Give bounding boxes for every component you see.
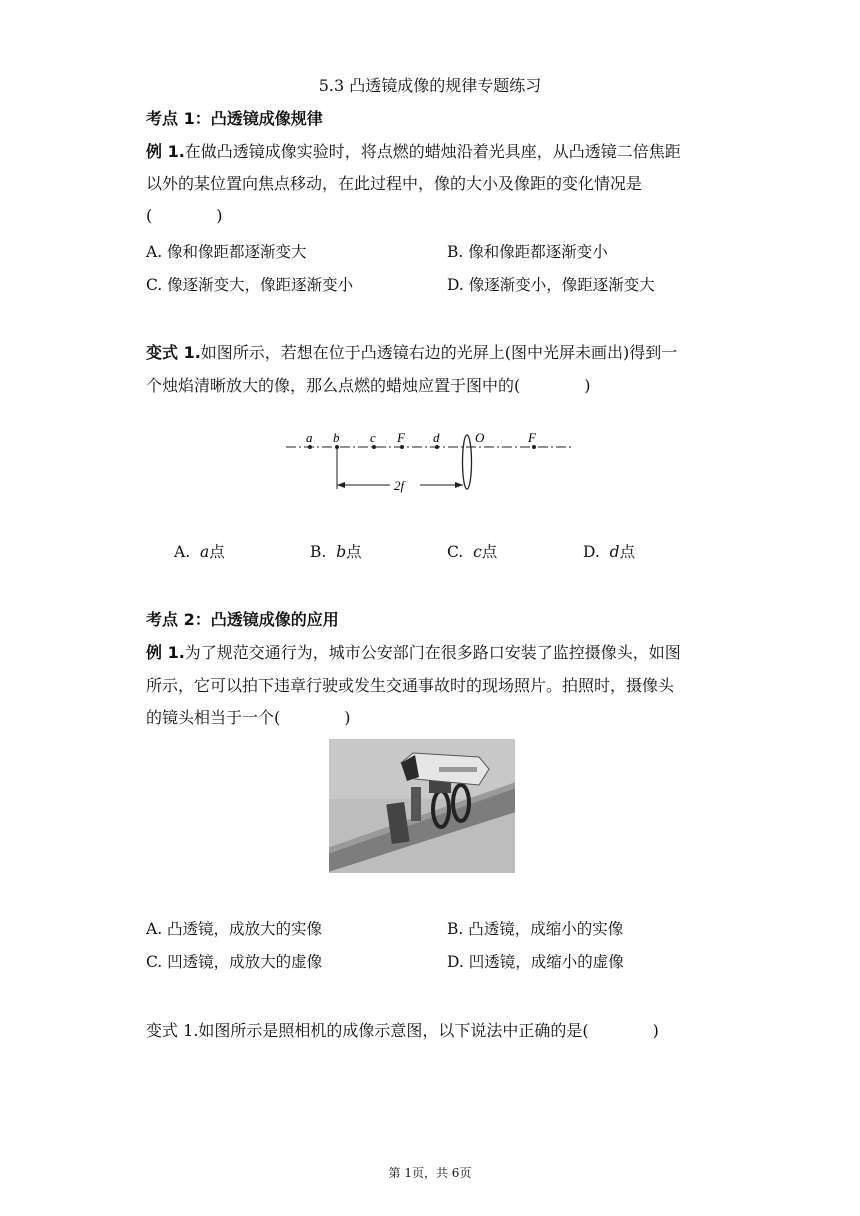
point-c — [372, 445, 376, 449]
example-2-line-2: 所示，它可以拍下违章行驶或发生交通事故时的现场照片。拍照时，摄像头 — [146, 676, 675, 695]
variant-1-line-1 — [146, 338, 677, 368]
label-a: a — [306, 430, 313, 445]
example-2-option-a: A. 凸透镜，成放大的实像 — [146, 920, 323, 938]
variant-2-line: 变式 1.如图所示是照相机的成像示意图，以下说法中正确的是( ) — [146, 1021, 659, 1040]
point-a — [308, 445, 312, 449]
variant-1-option-a: A. a点 — [174, 543, 225, 561]
convex-lens — [463, 435, 472, 489]
example-2-option-d: D. 凹透镜，成缩小的虚像 — [447, 953, 624, 971]
example-2-line-3: 的镜头相当于一个( ) — [146, 708, 351, 727]
page-title: 5.3 凸透镜成像的规律专题练习 — [318, 76, 542, 95]
label-d: d — [433, 430, 440, 445]
variant-1-label: 变式 1. — [146, 343, 201, 362]
example-1-option-b: B. 像和像距都逐渐变小 — [447, 243, 608, 261]
page-footer: 第 1页，共 6页 — [388, 1166, 472, 1180]
label-o: O — [475, 430, 485, 445]
example-2-label: 例 1. — [146, 643, 185, 662]
example-1-line-1 — [146, 137, 681, 167]
example-1-option-a: A. 像和像距都逐渐变大 — [146, 243, 307, 261]
section-1-heading: 考点 1：凸透镜成像规律 — [146, 109, 323, 128]
example-1-label: 例 1. — [146, 142, 185, 161]
example-1-option-d: D. 像逐渐变小，像距逐渐变大 — [447, 276, 655, 294]
label-f-right: F — [528, 430, 536, 445]
dimension-arrow-left — [337, 482, 345, 488]
variant-1-option-c: C. c点 — [447, 543, 498, 561]
section-2-heading: 考点 2：凸透镜成像的应用 — [146, 610, 339, 629]
example-1-option-c: C. 像逐渐变大，像距逐渐变小 — [146, 276, 354, 294]
label-c: c — [370, 430, 376, 445]
variant-1-option-b: B. b点 — [310, 543, 362, 561]
example-2-option-c: C. 凹透镜，成放大的虚像 — [146, 953, 323, 971]
surveillance-camera-photo — [329, 739, 515, 873]
example-2-text-1: 为了规范交通行为，城市公安部门在很多路口安装了监控摄像头，如图 — [184, 643, 681, 662]
example-1-line-2: 以外的某位置向焦点移动，在此过程中，像的大小及像距的变化情况是 — [146, 174, 643, 193]
dimension-arrow-right — [455, 482, 463, 488]
convex-lens-diagram — [280, 425, 580, 497]
point-f-left — [400, 445, 404, 449]
example-1-line-3: ( ) — [146, 206, 223, 225]
variant-1-option-d: D. d点 — [583, 543, 636, 561]
label-f-left: F — [397, 430, 405, 445]
variant-1-text-1: 如图所示，若想在位于凸透镜右边的光屏上(图中光屏未画出)得到一 — [200, 343, 678, 362]
point-f-right — [532, 445, 536, 449]
example-2-option-b: B. 凸透镜，成缩小的实像 — [447, 920, 624, 938]
example-1-text-1: 在做凸透镜成像实验时，将点燃的蜡烛沿着光具座，从凸透镜二倍焦距 — [184, 142, 681, 161]
point-d — [435, 445, 439, 449]
camera-illustration — [329, 739, 515, 873]
example-2-line-1 — [146, 638, 681, 668]
label-2f: 2f — [394, 478, 405, 493]
label-b: b — [333, 430, 340, 445]
variant-1-line-2: 个烛焰清晰放大的像，那么点燃的蜡烛应置于图中的( ) — [146, 376, 591, 395]
